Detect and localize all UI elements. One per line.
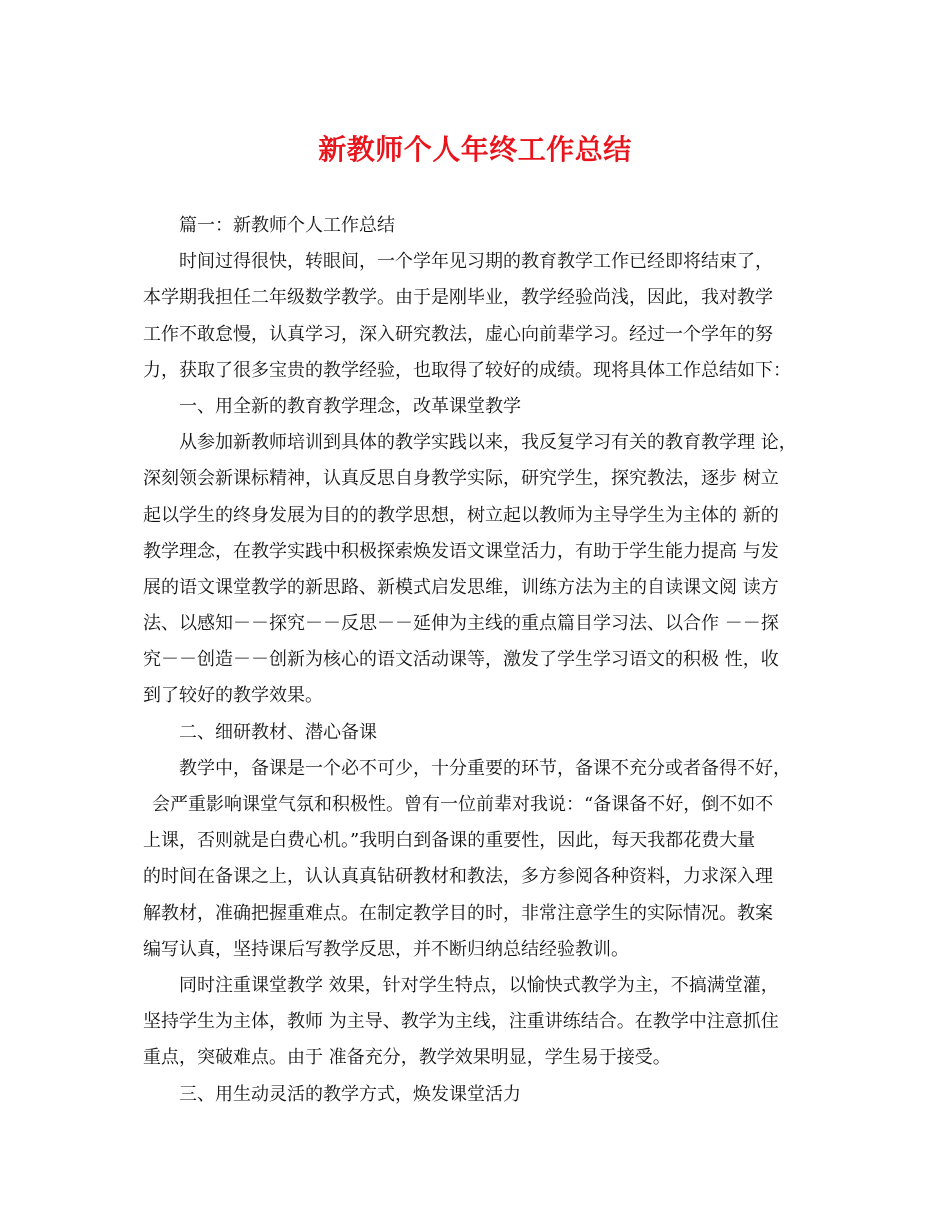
paragraph-line: 展的语文课堂教学的新思路、新模式启发思维，训练方法为主的自读课文阅 读方 (143, 576, 779, 598)
document-body (143, 208, 813, 1113)
paragraph-line: 起以学生的终身发展为目的的教学思想，树立起以教师为主导学生为主体的 新的 (143, 504, 779, 526)
paragraph-line: 从参加新教师培训到具体的教学实践以来，我反复学习有关的教育教学理 论， (179, 432, 797, 454)
paragraph-line: 坚持学生为主体，教师 为主导、教学为主线，注重讲练结合。在教学中注意抓住 (143, 1011, 779, 1033)
paragraph-line: 教学中，备课是一个必不可少，十分重要的环节，备课不充分或者备得不好， (179, 757, 791, 779)
paragraph-line: 法、以感知－－探究－－反思－－延伸为主线的重点篇目学习法、以合作 －－探 (143, 613, 779, 635)
paragraph-line: 工作不敢怠慢，认真学习，深入研究教法，虚心向前辈学习。经过一个学年的努 (143, 323, 773, 345)
paragraph-line: 重点，突破难点。由于 准备充分，教学效果明显，学生易于接受。 (143, 1047, 671, 1069)
paragraph-line: 同时注重课堂教学 效果，针对学生特点，以愉快式教学为主，不搞满堂灌， (179, 974, 779, 996)
paragraph-line: 本学期我担任二年级数学教学。由于是刚毕业，教学经验尚浅，因此，我对教学 (143, 287, 773, 309)
document-title: 新教师个人年终工作总结 (318, 133, 632, 166)
paragraph-line: 编写认真，坚持课后写教学反思，并不断归纳总结经验教训。 (143, 938, 629, 960)
paragraph-line: 究－－创造－－创新为核心的语文活动课等，激发了学生学习语文的积极 性，收 (143, 649, 779, 671)
paragraph-line: 解教材，准确把握重难点。在制定教学目的时，非常注意学生的实际情况。教案 (143, 902, 773, 924)
section-heading: 三、用生动灵活的教学方式，焕发课堂活力 (179, 1083, 521, 1105)
paragraph-line: 深刻领会新课标精神，认真反思自身教学实际，研究学生，探究教法，逐步 树立 (143, 468, 779, 490)
section-heading: 篇一：新教师个人工作总结 (179, 215, 395, 236)
section-heading: 二、细研教材、潜心备课 (179, 721, 377, 743)
section-heading: 一、用全新的教育教学理念，改革课堂教学 (179, 395, 521, 417)
paragraph-line: 时间过得很快，转眼间，一个学年见习期的教育教学工作已经即将结束了， (179, 251, 773, 273)
paragraph-line: 教学理念，在教学实践中积极探索焕发语文课堂活力，有助于学生能力提高 与发 (143, 540, 779, 562)
paragraph-line: 的时间在备课之上，认认真真钻研教材和教法，多方参阅各种资料，力求深入理 (143, 866, 773, 888)
paragraph-line: 到了较好的教学效果。 (143, 685, 323, 707)
paragraph-line: 力，获取了很多宝贵的教学经验，也取得了较好的成绩。现将具体工作总结如下： (143, 359, 791, 381)
paragraph-line: 会严重影响课堂气氛和积极性。曾有一位前辈对我说：“备课备不好，倒不如不 (152, 794, 774, 815)
paragraph-line: 上课，否则就是白费心机。”我明白到备课的重要性，因此，每天我都花费大量 (143, 830, 756, 852)
